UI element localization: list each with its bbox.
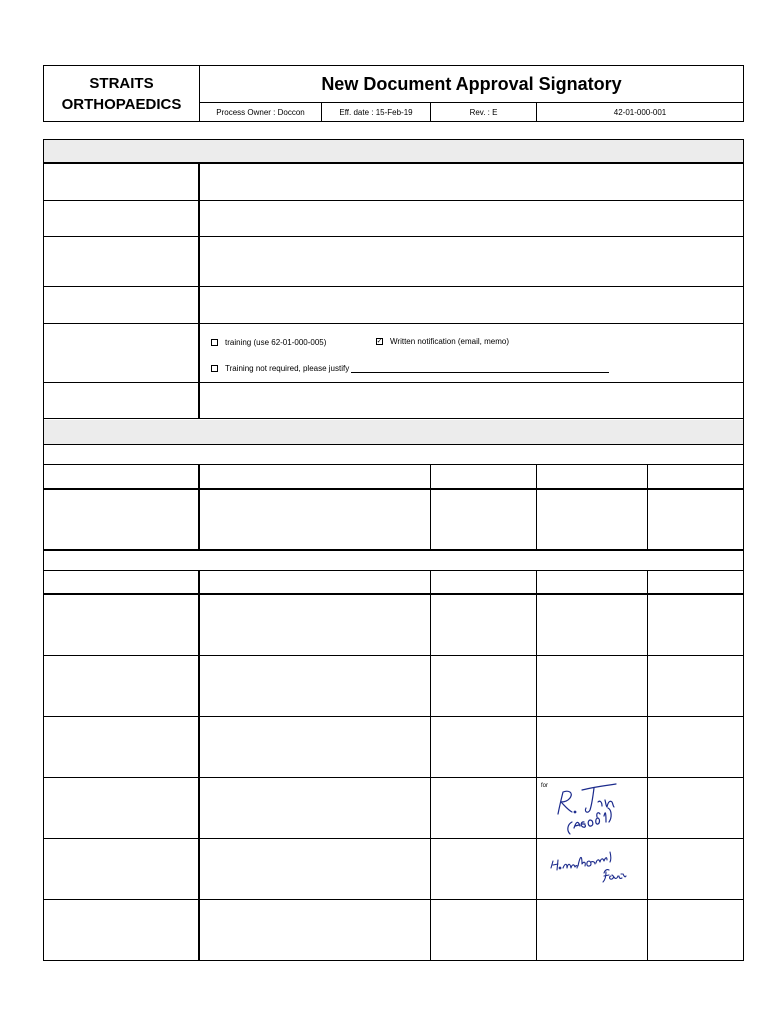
written-notification-option[interactable] — [376, 337, 509, 346]
training-not-required-option[interactable] — [211, 364, 609, 373]
row-divider — [43, 464, 744, 465]
row-divider — [43, 488, 744, 490]
training-option-label: training (use 62-01-000-005) — [225, 338, 327, 347]
column-divider — [647, 571, 648, 961]
row-divider — [43, 444, 744, 445]
row-divider — [43, 200, 744, 201]
document-title: New Document Approval Signatory — [200, 66, 743, 103]
column-divider — [198, 163, 200, 419]
row-divider — [43, 162, 744, 164]
signature-2-image — [549, 848, 629, 884]
signature-1-image — [550, 780, 630, 838]
row-divider — [43, 323, 744, 324]
written-notification-label: Written notification (email, memo) — [390, 337, 509, 346]
row-divider — [43, 716, 744, 717]
row-divider — [43, 593, 744, 595]
column-divider — [198, 465, 200, 550]
document-number: 42-01-000-001 — [613, 107, 667, 117]
column-divider — [430, 465, 431, 550]
training-not-required-label: Training not required, please justify — [225, 364, 350, 373]
row-divider — [43, 838, 744, 839]
training-not-required-checkbox[interactable] — [211, 365, 218, 372]
section-header-document-info — [44, 140, 743, 163]
effective-date: Eff. date : 15-Feb-19 — [322, 103, 431, 121]
row-divider — [43, 382, 744, 383]
row-divider — [43, 655, 744, 656]
section-header-approvals — [44, 420, 743, 444]
column-divider — [536, 571, 537, 961]
column-divider — [647, 465, 648, 550]
row-divider — [43, 418, 744, 419]
revision: Rev. : E — [431, 103, 537, 121]
for-label: for — [541, 783, 549, 789]
training-option[interactable] — [211, 338, 326, 347]
column-divider — [430, 571, 431, 961]
row-divider — [43, 777, 744, 778]
column-divider — [198, 571, 200, 961]
training-checkbox[interactable] — [211, 339, 218, 346]
row-divider — [43, 899, 744, 900]
row-divider — [43, 570, 744, 571]
justification-blank[interactable] — [351, 364, 609, 373]
column-divider — [536, 465, 537, 550]
document-header — [43, 65, 744, 122]
process-owner: Process Owner : Doccon — [200, 103, 322, 121]
company-name: STRAITS ORTHOPAEDICS — [44, 66, 200, 121]
row-divider — [43, 549, 744, 551]
row-divider — [43, 236, 744, 237]
row-divider — [43, 286, 744, 287]
written-notification-checkbox[interactable]: ✓ — [376, 338, 383, 345]
